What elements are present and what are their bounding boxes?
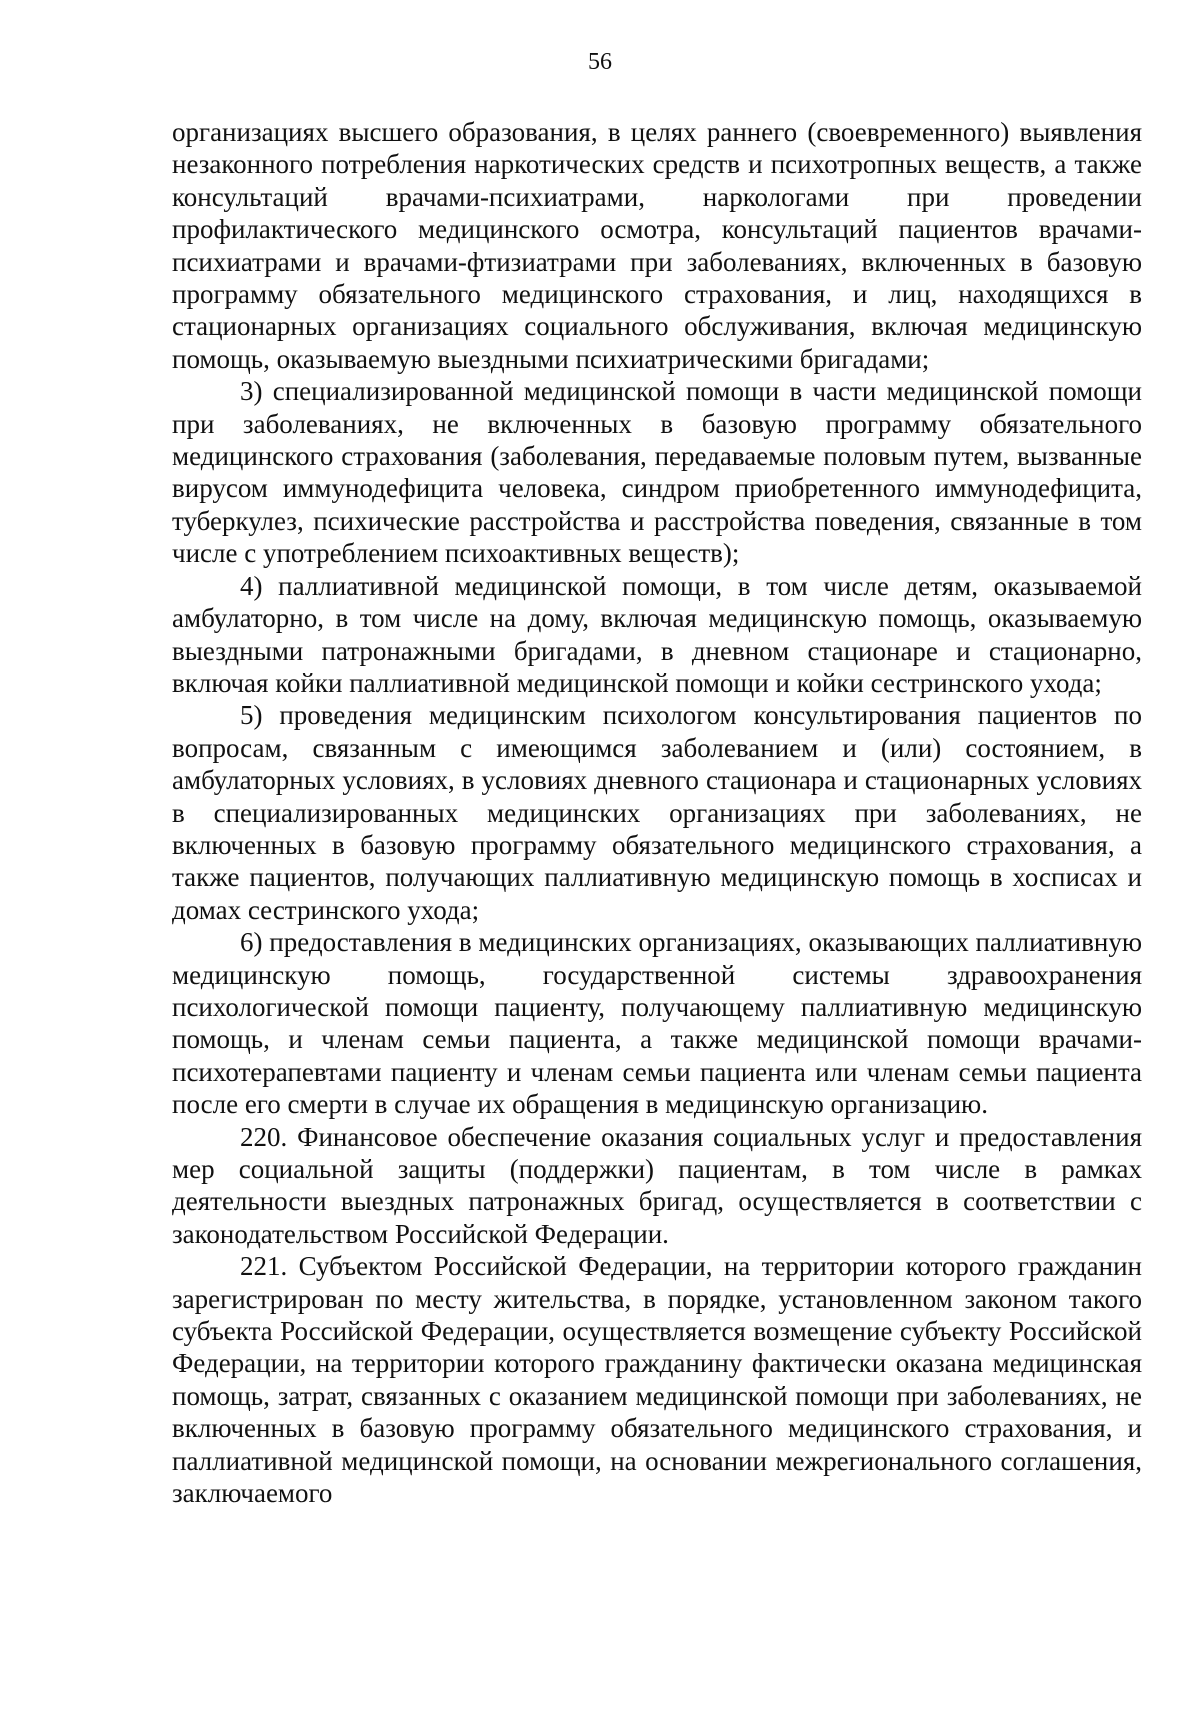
document-body <box>172 116 1142 1509</box>
page-number: 56 <box>588 49 612 75</box>
paragraph-221: 221. Субъектом Российской Федерации, на территории которого гражданин зарегистрирован по месту жительства, в порядке, установленном законом такого субъекта Российской Федерации, осуществляется возмещение субъекту Российской Федерации, на территории которого гражданину фактически оказана медицинская помощь, затрат, связанных с оказанием медицинской помощи при заболеваниях, не включенных в базовую программу обязательного медицинского страхования, и паллиативной медицинской помощи, на основании межрегионального соглашения, заключаемого <box>172 1251 1142 1509</box>
paragraph-continuation: организациях высшего образования, в целях раннего (своевременного) выявления незаконного потребления наркотических средств и психотропных веществ, а также консультаций врачами-психиатрами, наркологами при проведении профилактического медицинского осмотра, консультаций пациентов врачами-психиатрами и врачами-фтизиатрами при заболеваниях, включенных в базовую программу обязательного медицинского страхования, и лиц, находящихся в стационарных организациях социального обслуживания, включая медицинскую помощь, оказываемую выездными психиатрическими бригадами; <box>172 117 1142 374</box>
paragraph-item-4: 4) паллиативной медицинской помощи, в том числе детям, оказываемой амбулаторно, в том числе на дому, включая медицинскую помощь, оказываемую выездными патронажными бригадами, в дневном стационаре и стационарно, включая койки паллиативной медицинской помощи и койки сестринского ухода; <box>172 570 1142 698</box>
paragraph-item-5: 5) проведения медицинским психологом консультирования пациентов по вопросам, связанным с имеющимся заболеванием и (или) состоянием, в амбулаторных условиях, в условиях дневного стационара и стационарных условиях в специализированных медицинских организациях при заболеваниях, не включенных в базовую программу обязательного медицинского страхования, а также пациентов, получающих паллиативную медицинскую помощь в хосписах и домах сестринского ухода; <box>172 700 1142 925</box>
paragraph-item-6: 6) предоставления в медицинских организациях, оказывающих паллиативную медицинскую помощь, государственной системы здравоохранения психологической помощи пациенту, получающему паллиативную медицинскую помощь, и членам семьи пациента, а также медицинской помощи врачами-психотерапевтами пациенту и членам семьи пациента или членам семьи пациента после его смерти в случае их обращения в медицинскую организацию. <box>172 927 1142 1120</box>
paragraph-item-3: 3) специализированной медицинской помощи в части медицинской помощи при заболеваниях, не включенных в базовую программу обязательного медицинского страхования (заболевания, передаваемые половым путем, вызванные вирусом иммунодефицита человека, синдром приобретенного иммунодефицита, туберкулез, психические расстройства и расстройства поведения, связанные в том числе с употреблением психоактивных веществ); <box>172 376 1142 569</box>
paragraph-220: 220. Финансовое обеспечение оказания социальных услуг и предоставления мер социальной защиты (поддержки) пациентам, в том числе в рамках деятельности выездных патронажных бригад, осуществляется в соответствии с законодательством Российской Федерации. <box>172 1121 1142 1249</box>
